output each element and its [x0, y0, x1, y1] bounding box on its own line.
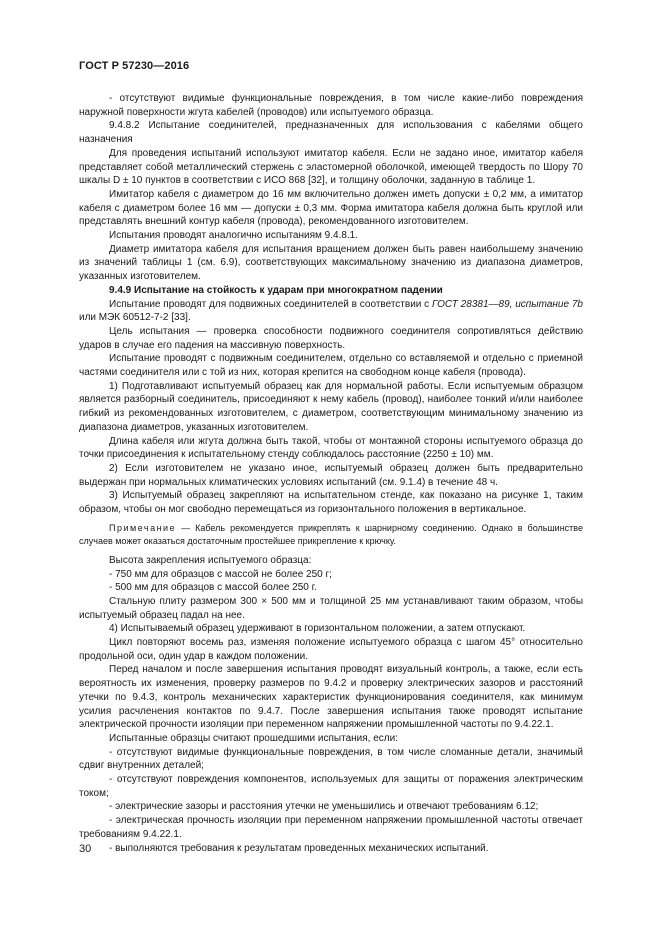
list-item: - отсутствуют видимые функциональные повреждения, в том числе сломанные детали, значимый сдвиг внутренних деталей;: [79, 746, 583, 772]
paragraph: Перед началом и после завершения испытания проводят визуальный контроль, а также, если есть вероятность их изменения, проверку размеров по 9.4.2 и проверку электрических зазоров и расстояний утечки по 9.4.3, контроль механических характеристик функционирования соединителя, как минимум усилия расчленения контактов по 9.4.7. После завершения испытания также проводят испытание электрической прочности изоляции при переменном напряжении промышленной частоты по 9.4.22.1.: [79, 664, 583, 731]
paragraph: Длина кабеля или жгута должна быть такой, чтобы от монтажной стороны испытуемого образца до точки присоединения к испытательному стенду соблюдалось расстояние (2250 ± 10) мм.: [79, 435, 583, 461]
list-item: - электрические зазоры и расстояния утечки не уменьшились и отвечают требованиям 6.12;: [109, 801, 539, 813]
paragraph: 2) Если изготовителем не указано иное, испытуемый образец должен быть предварительно выдержан при нормальных климатических условиях испытаний (см. 9.1.4) в течение 48 ч.: [79, 462, 583, 488]
list-item: - отсутствуют видимые функциональные повреждения, в том числе какие-либо повреждения наружной поверхности жгута кабелей (проводов) или испытуемого образца.: [79, 93, 583, 118]
note: [79, 522, 583, 548]
text-span: Испытание проводят для подвижных соединителей в соответствии с: [109, 298, 432, 310]
section-heading: 9.4.8.2 Испытание соединителей, предназначенных для использования с кабелями общего назначения: [79, 120, 583, 146]
document-body: [79, 92, 583, 855]
reference-link: ГОСТ 28381—89, испытание 7b: [432, 298, 583, 310]
paragraph: Цель испытания — проверка способности подвижного соединителя сопротивляться действию ударов в случае его падения на массивную поверхность.: [79, 325, 583, 351]
list-item: - 750 мм для образцов с массой не более 250 г;: [109, 568, 332, 580]
paragraph: Цикл повторяют восемь раз, изменяя положение испытуемого образца с шагом 45° относительно продольной оси, один удар в каждом положении.: [79, 637, 583, 662]
section-heading: 9.4.9 Испытание на стойкость к ударам при многократном падении: [109, 284, 443, 296]
paragraph: Имитатор кабеля с диаметром до 16 мм включительно должен иметь допуски ± 0,2 мм, а имитатор кабеля с диаметром более 16 мм — допуски ± 0,3 мм. Форма имитатора кабеля должна быть круглой или представлять внешний контур кабеля (провода), рекомендованного изготовителем.: [79, 188, 583, 228]
paragraph: 1) Подготавливают испытуемый образец как для нормальной работы. Если испытуемым образцом является разборный соединитель, присоединяют к нему кабель (провод), наиболее тонкий и/или наиболее гибкий из рекомендованных изготовителем, с диаметром, соответствующим минимальному значению из диапазона диаметров, указанных изготовителем.: [79, 380, 583, 433]
paragraph: Испытание проводят с подвижным соединителем, отдельно со вставляемой и отдельно с приемной частями соединителя или с той из них, которая крепится на свободном конце кабеля (провода).: [79, 353, 583, 379]
list-item: - выполняются требования к результатам проведенных механических испытаний.: [109, 842, 489, 854]
paragraph: Диаметр имитатора кабеля для испытания вращением должен быть равен наибольшему значению из значений таблицы 1 (см. 6.9), соответствующих максимальному значению из диапазона диаметров, указанных изготовителем.: [79, 243, 583, 283]
note-text: — Кабель рекомендуется прикреплять к шарнирному соединению. Однако в большинстве случаев может оказаться достаточным простейшее прикрепление к крючку.: [79, 522, 583, 546]
paragraph: Испытанные образцы считают прошедшими испытания, если:: [109, 732, 398, 744]
list-item: - отсутствуют повреждения компонентов, используемых для защиты от поражения электрическим током;: [79, 774, 583, 799]
paragraph: Стальную плиту размером 300 × 500 мм и толщиной 25 мм устанавливают таким образом, чтобы испытуемый образец падал на нее.: [79, 595, 583, 621]
page-number: 30: [79, 843, 92, 855]
list-item: - 500 мм для образцов с массой более 250 г.: [109, 582, 317, 594]
note-label: Примечание: [109, 522, 177, 533]
text-span: или МЭК 60512-7-2 [33].: [79, 312, 191, 324]
paragraph: [79, 298, 583, 325]
paragraph: Для проведения испытаний используют имитатор кабеля. Если не задано иное, имитатор кабеля представляет собой металлический стержень с эластомерной оболочкой, имеющей твердость по Шору 70 шкалы D ± 10 пунктов в соответствии с ИСО 868 [32], и толщину оболочки, заданную в таблице 1.: [79, 147, 583, 187]
document-header: ГОСТ Р 57230—2016: [79, 60, 190, 72]
paragraph: 3) Испытуемый образец закрепляют на испытательном стенде, как показано на рисунке 1, таким образом, чтобы он мог свободно перемещаться из горизонтального положения в вертикальное.: [79, 490, 583, 516]
list-item: - электрическая прочность изоляции при переменном напряжении промышленной частоты отвечает требованиям 9.4.22.1.: [79, 815, 583, 840]
paragraph: Высота закрепления испытуемого образца:: [109, 554, 312, 566]
paragraph: 4) Испытываемый образец удерживают в горизонтальном положении, а затем отпускают.: [109, 623, 526, 635]
paragraph: Испытания проводят аналогично испытаниям 9.4.8.1.: [109, 230, 359, 242]
